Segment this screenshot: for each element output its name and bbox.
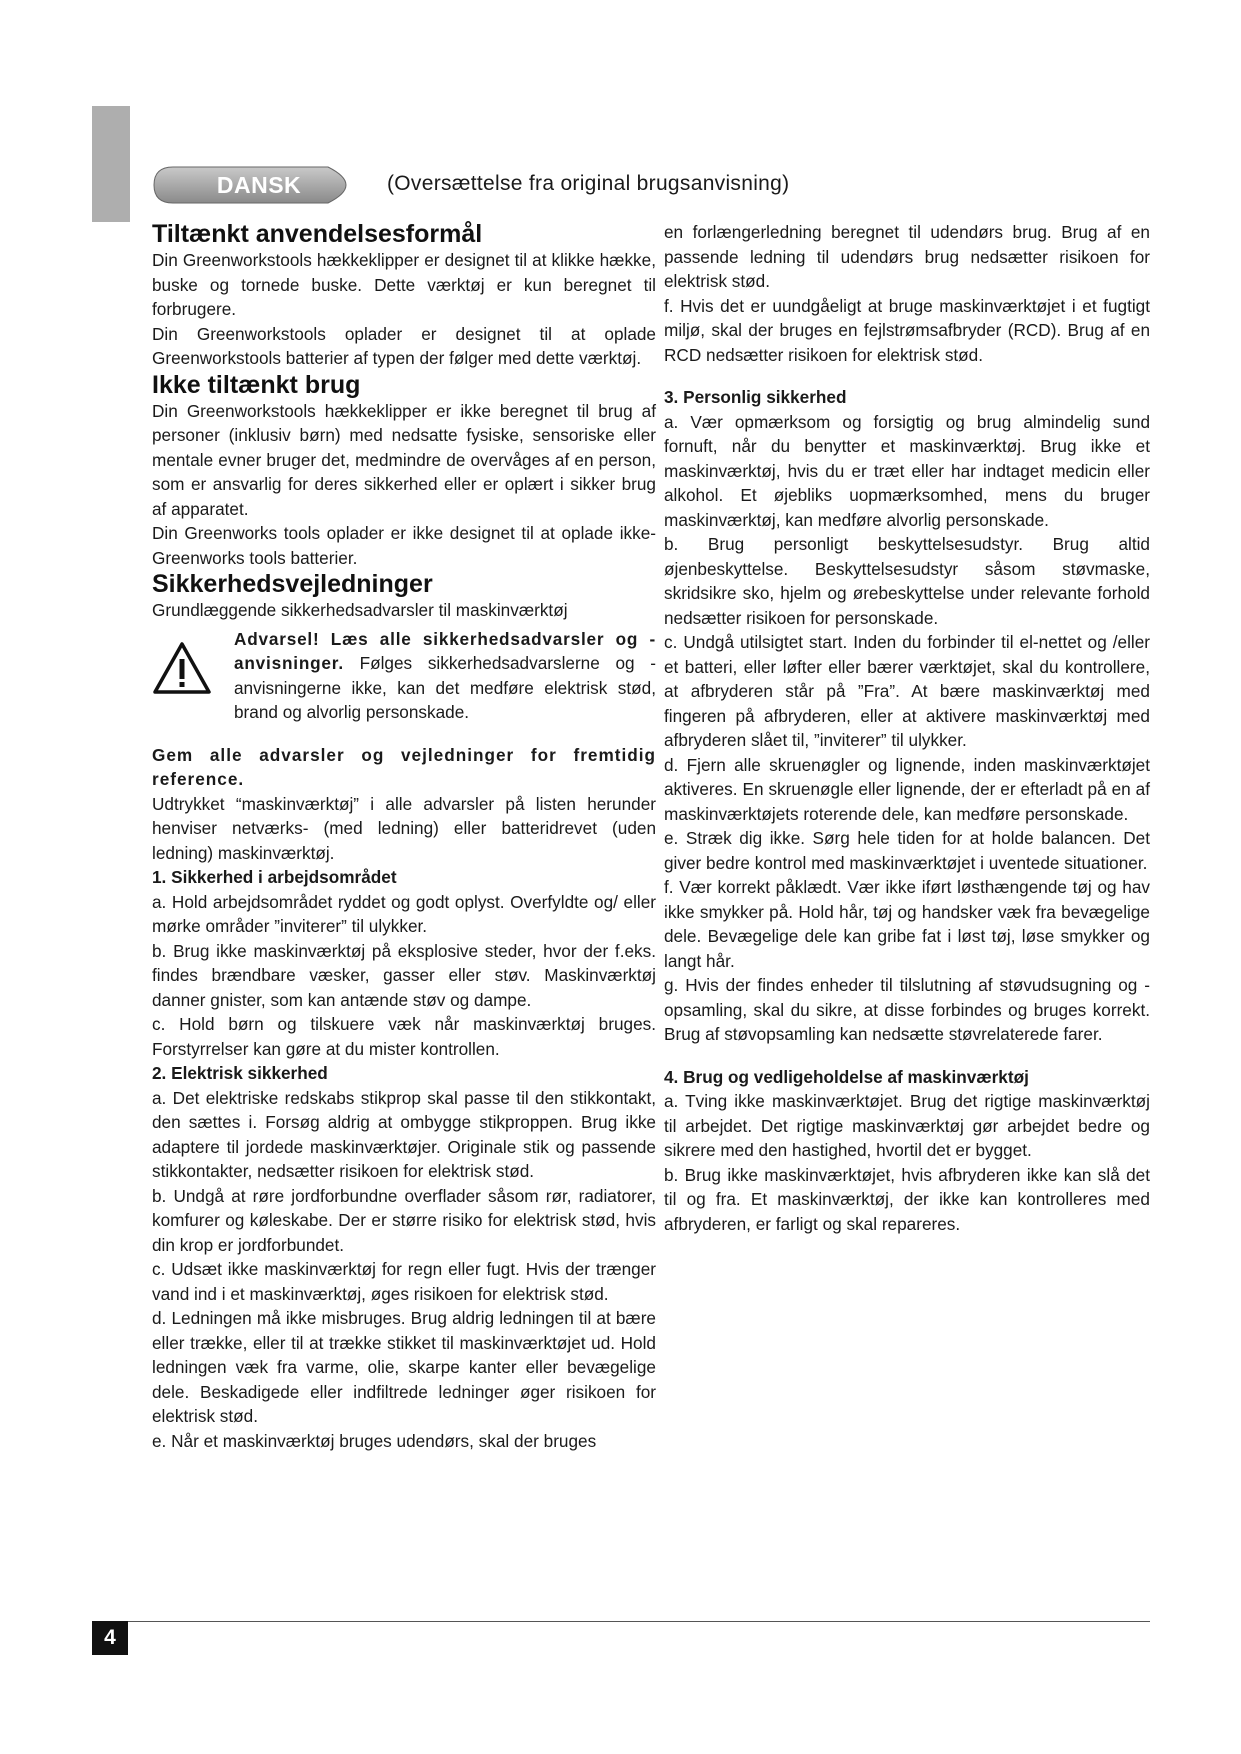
section-1-title: 1. Sikkerhed i arbejdsområdet (152, 867, 397, 887)
warning-triangle-icon (152, 641, 212, 695)
section-2-e-continued: en forlængerledning beregnet til udendørs brug. Brug af en passende ledning til udendørs brug nedsætter risikoen for elektrisk stød. (664, 222, 1150, 291)
section-3-d: d. Fjern alle skruenøgler og lignende, inden maskinværktøjet aktiveres. En skruenøgle eller lignende, der er efterladt på en af maskinværktøjets roterende dele, kan medføre personskade. (664, 754, 1150, 824)
heading-safety: Sikkerhedsvejledninger (152, 570, 433, 598)
gray-side-tab (92, 106, 130, 222)
section-4-title: 4. Brug og vedligeholdelse af maskinværktøj (664, 1066, 1029, 1087)
section-3-b: b. Brug personligt beskyttelsesudstyr. Brug altid øjenbeskyttelse. Beskyttelsesudstyr såsom støvmaske, skridsikre sko, hjelm og ørebeskyttelse under relevante forhold nedsætter risikoen for personskade. (664, 534, 1150, 628)
section-1-a: a. Hold arbejdsområdet ryddet og godt oplyst. Overfyldte og/ eller mørke områder ”inviterer” til ulykker. (152, 891, 656, 936)
left-column (152, 220, 656, 1453)
section-2-e: e. Når et maskinværktøj bruges udendørs, skal der bruges (152, 1430, 597, 1451)
section-3-a: a. Vær opmærksom og forsigtig og brug almindelig sund fornuft, når du benytter et maskinværktøj. Brug ikke et maskinværktøj, hvis du er træt eller har indtaget medicin eller alkohol. Et øjebliks uopmærksomhed, mens du bruger maskinværktøj, kan medføre alvorlig personskade. (664, 411, 1150, 530)
section-2-c: c. Udsæt ikke maskinværktøj for regn eller fugt. Hvis der trænger vand ind i et maskinværktøj, øges risikoen for elektrisk stød. (152, 1259, 656, 1304)
heading-intended-use: Tiltænkt anvendelsesformål (152, 220, 483, 248)
heading-not-intended: Ikke tiltænkt brug (152, 370, 361, 399)
footer-rule (92, 1621, 1150, 1622)
section-4-a: a. Tving ikke maskinværktøjet. Brug det rigtige maskinværktøj til arbejdet. Det rigtige maskinværktøj gør arbejdet bedre og sikrere med den hastighed, hvortil det er bygget. (664, 1091, 1150, 1160)
section-3-f: f. Vær korrekt påklædt. Vær ikke iført løsthængende tøj og hav ikke smykker på. Hold hår, tøj og handsker væk fra bevægelige dele. Bevægelige dele kan gribe fat i løst tøj, løse smykker og langt hår. (664, 877, 1150, 971)
keep-instructions-text: Udtrykket “maskinværktøj” i alle advarsler på listen herunder henviser netværks- (med ledning) eller batteridrevet (uden ledning) maskinværktøj. (152, 793, 656, 863)
section-2-a: a. Det elektriske redskabs stikprop skal passe til den stikkontakt, den sættes i. Forsøg aldrig at ombygge stikproppen. Brug ikke adaptere til jordede maskinværktøjer. Originale stik og passende stikkontakter, nedsætter risikoen for elektrisk stød. (152, 1087, 656, 1181)
para-not-intended-2: Din Greenworks tools oplader er ikke designet til at oplade ikke-Greenworks tools batterier. (152, 523, 656, 568)
section-1-b: b. Brug ikke maskinværktøj på eksplosive steder, hvor der f.eks. findes brændbare væsker, gasser eller støv. Maskinværktøj danner gnister, som kan antænde støv og dampe. (152, 940, 656, 1010)
section-2-b: b. Undgå at røre jordforbundne overflader såsom rør, radiatorer, komfurer og køleskabe. Der er større risiko for elektrisk stød, hvis din krop er jordforbundet. (152, 1185, 656, 1255)
warning-title: Advarsel! Læs alle sikkerhedsadvarsler og -anvisninger. (234, 628, 656, 673)
section-2-f: f. Hvis det er uundgåeligt at bruge maskinværktøjet i et fugtigt miljø, skal der bruges en fejlstrømsafbryder (RCD). Brug af en RCD nedsætter risikoen for elektrisk stød. (664, 295, 1150, 365)
right-column (664, 220, 1150, 1236)
section-3-title: 3. Personlig sikkerhed (664, 387, 847, 407)
section-3-e: e. Stræk dig ikke. Sørg hele tiden for at holde balancen. Det giver bedre kontrol med maskinværktøjet i uventede situationer. (664, 828, 1150, 873)
warning-block (152, 627, 656, 725)
keep-instructions-title: Gem alle advarsler og vejledninger for fremtidig reference. (152, 744, 656, 789)
section-3-c: c. Undgå utilsigtet start. Inden du forbinder til el-nettet og /eller et batteri, eller løfter eller bærer værktøjet, skal du kontrollere, at afbryderen står på ”Fra”. At bære maskinværktøj med fingeren på afbryderen, eller at aktivere maskinværktøj med afbryderen slået til, ”inviterer” til ulykker. (664, 632, 1150, 750)
safety-subheading: Grundlæggende sikkerhedsadvarsler til maskinværktøj (152, 600, 568, 620)
language-label: DANSK (216, 172, 302, 198)
para-not-intended-1: Din Greenworkstools hækkeklipper er ikke beregnet til brug af personer (inklusiv børn) med nedsatte fysiske, sensoriske eller mentale evner bruger det, medmindre de overvåges af en person, som er ansvarlig for deres sikkerhed eller er oplært i sikker brug af apparatet. (152, 400, 656, 519)
para-intended-2: Din Greenworkstools oplader er designet til at oplade Greenworkstools batterier af typen der følger med dette værktøj. (152, 323, 656, 368)
section-2-d: d. Ledningen må ikke misbruges. Brug aldrig ledningen til at bære eller trække, eller til at trække stikket til maskinværktøjet ud. Hold ledningen væk fra varme, olie, skarpe kanter eller bevægelige dele. Beskadigede eller indfiltrede ledninger øger risikoen for elektrisk stød. (152, 1308, 656, 1426)
section-3-g: g. Hvis der findes enheder til tilslutning af støvudsugning og -opsamling, skal du sikre, at disse forbindes og bruges korrekt. Brug af støvopsamling kan nedsætte støvrelaterede farer. (664, 975, 1150, 1044)
section-2-title: 2. Elektrisk sikkerhed (152, 1063, 328, 1083)
page-number: 4 (92, 1621, 128, 1655)
warning-text: Følges sikkerhedsadvarslerne og -anvisningerne ikke, kan det medføre elektrisk stød, brand og alvorlig personskade. (234, 653, 657, 722)
section-1-c: c. Hold børn og tilskuere væk når maskinværktøj bruges. Forstyrrelser kan gøre at du mister kontrollen. (152, 1014, 656, 1059)
section-4-b: b. Brug ikke maskinværktøjet, hvis afbryderen ikke kan slå det til og fra. Et maskinværktøj, der ikke kan kontrolleres med afbryderen, er farligt og skal repareres. (664, 1164, 1150, 1234)
para-intended-1: Din Greenworkstools hækkeklipper er designet til at klikke hække, buske og tornede buske. Dette værktøj er kun beregnet til forbrugere. (152, 250, 656, 319)
translation-subtitle: (Oversættelse fra original brugsanvisning) (387, 172, 790, 195)
